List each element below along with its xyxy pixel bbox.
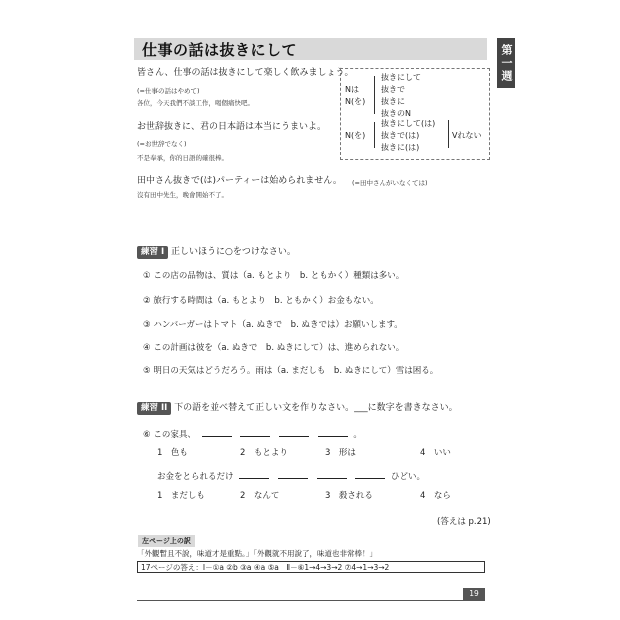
practice-1-header [137, 246, 296, 259]
grammar-bracket-1 [374, 76, 375, 114]
answers-reference: (答えは p.21) [437, 517, 491, 527]
answer-blank[interactable] [202, 428, 232, 437]
grammar-form: 抜きにして(は) [381, 119, 436, 128]
answer-blank[interactable] [239, 470, 269, 479]
practice-1-item: ③ ハンバーガーはトマト（a. ぬきで b. ぬきでは）お願いします。 [143, 320, 403, 330]
practice-2-header [137, 402, 458, 415]
example-2-translation: 不是奉承，你的日語的確很棒。 [137, 154, 228, 162]
section-title-bar [134, 38, 487, 60]
q6-choice: 4 いい [420, 448, 451, 458]
prev-page-translation: 「外觀暫且不說，味道才是重點。」「外觀就不用說了，味道也非常棒！」 [137, 549, 377, 558]
grammar-n-wo: N(を) [345, 97, 366, 106]
question-7-end: ひどい。 [391, 472, 426, 482]
answer-blank[interactable] [317, 470, 347, 479]
answer-blank[interactable] [355, 470, 385, 479]
grammar-form: 抜きで [381, 85, 405, 94]
grammar-n-wo-2: N(を) [345, 131, 366, 140]
answer-blank[interactable] [278, 470, 308, 479]
grammar-form: 抜きにして [381, 73, 421, 82]
footer-line [137, 600, 485, 601]
practice-2-instruction: 下の語を並べ替えて正しい文を作りなさい。___に数字を書きなさい。 [174, 403, 458, 413]
question-6-end: 。 [353, 430, 362, 440]
question-7-prompt: お金をとられるだけ [157, 472, 234, 482]
page-number: 19 [463, 588, 485, 600]
grammar-vnai: Vれない [452, 131, 482, 140]
practice-1-badge: 練習 I [137, 246, 168, 259]
q7-choice: 4 なら [420, 491, 451, 501]
grammar-form: 抜きに [381, 97, 405, 106]
example-3-note: (=田中さんがいなくては) [352, 179, 428, 187]
q6-choice: 1 色も [157, 448, 188, 458]
grammar-form: 抜きで(は) [381, 131, 420, 140]
q6-choice: 3 形は [325, 448, 356, 458]
q6-choice: 2 もとより [240, 448, 288, 458]
question-7 [157, 470, 425, 483]
q7-choice: 3 殺される [325, 491, 373, 501]
practice-1-item: ① この店の品物は、質は（a. もとより b. ともかく）種類は多い。 [143, 271, 405, 281]
prev-page-label: 左ページ上の訳 [138, 535, 195, 547]
example-2-sentence: お世辞抜きに、君の日本語は本当にうまいよ。 [137, 122, 327, 132]
answer-blank[interactable] [318, 428, 348, 437]
section-title: 仕事の話は抜きにして [142, 41, 298, 59]
grammar-n-ha: Nは [345, 85, 359, 94]
practice-1-instruction: 正しいほうに○をつけなさい。 [171, 247, 296, 257]
answer-key-box: 17ページの答え：Ⅰ－①a ②b ③a ④a ⑤a Ⅱ－⑥1→4→3→2 ⑦4→1→3→2 [137, 561, 485, 573]
grammar-form: 抜きに(は) [381, 143, 420, 152]
practice-1-item: ② 旅行する時間は（a. もとより b. ともかく）お金もない。 [143, 296, 379, 306]
grammar-bracket-2 [374, 122, 375, 148]
question-6-prompt: ⑥ この家具、 [143, 430, 196, 440]
grammar-bracket-3 [445, 120, 449, 148]
example-3-sentence: 田中さん抜きで(は)パーティーは始められません。 [137, 176, 342, 186]
week-tab: 第一週 [497, 38, 515, 88]
example-2-note: (=お世辞でなく) [137, 140, 187, 148]
example-3-translation: 沒有田中先生，晚會開始不了。 [137, 191, 228, 199]
example-1-sentence: 皆さん、仕事の話は抜きにして楽しく飲みましょう。 [137, 68, 354, 78]
example-1-note: (=仕事の話はやめて) [137, 87, 200, 95]
answer-blank[interactable] [279, 428, 309, 437]
q7-choice: 1 まだしも [157, 491, 205, 501]
practice-1-item: ④ この計画は彼を（a. ぬきで b. ぬきにして）は、進められない。 [143, 343, 405, 353]
q7-choice: 2 なんて [240, 491, 280, 501]
answer-blank[interactable] [240, 428, 270, 437]
example-1-translation: 各位，今天我們不談工作，喝個痛快吧。 [137, 99, 254, 107]
practice-2-badge: 練習 II [137, 402, 171, 415]
practice-1-item: ⑤ 明日の天気はどうだろう。雨は（a. まだしも b. ぬきにして）雪は困る。 [143, 366, 439, 376]
question-6 [143, 428, 362, 441]
grammar-form: 抜きのN [381, 109, 411, 118]
